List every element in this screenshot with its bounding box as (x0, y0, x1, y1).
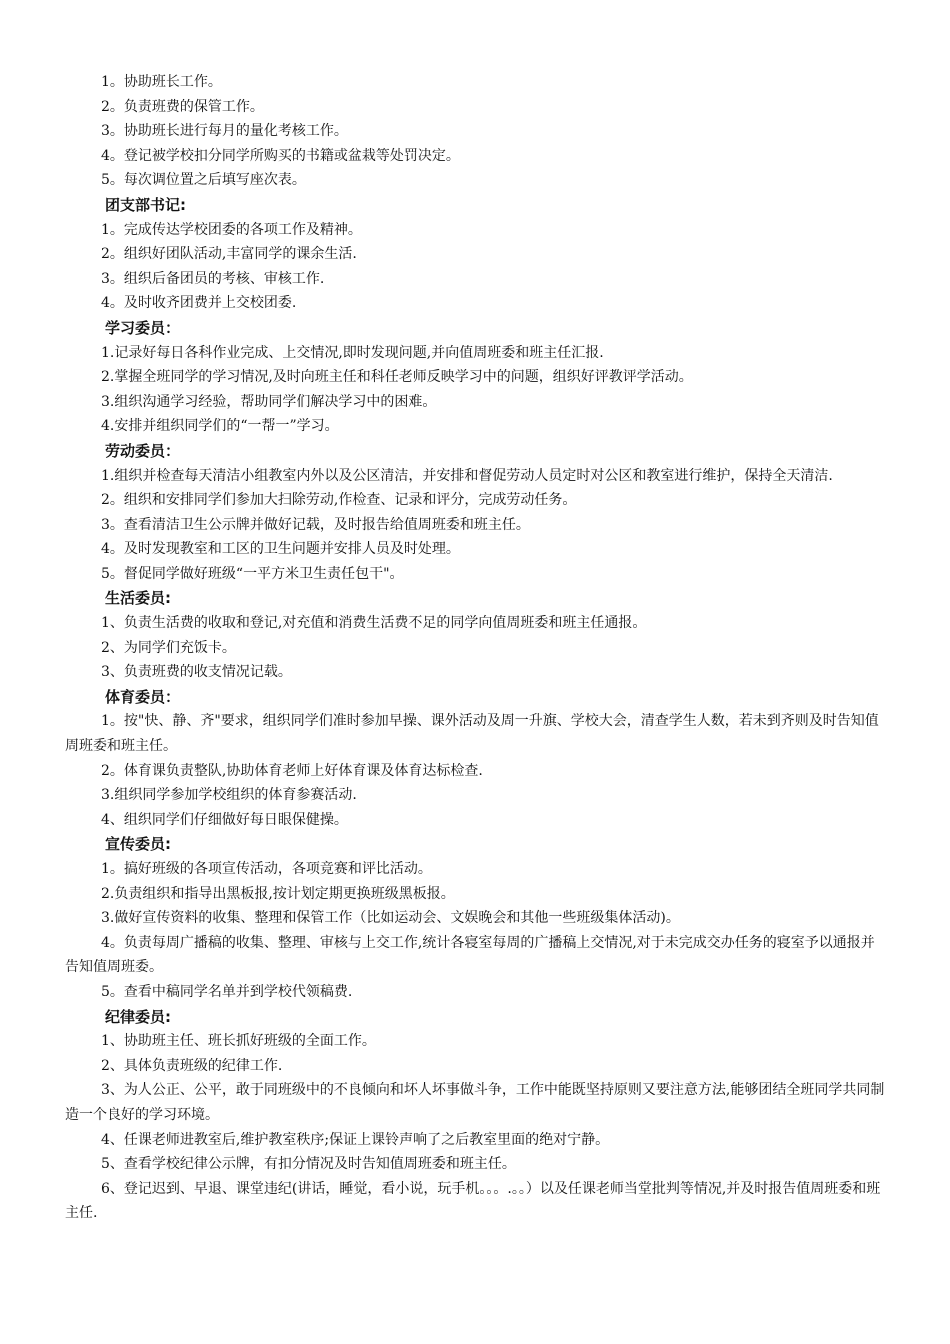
list-item: 2。负责班费的保管工作。 (101, 98, 264, 115)
list-item: 2.掌握全班同学的学习情况,及时向班主任和科任老师反映学习中的问题，组织好评教评学活动。 (101, 369, 693, 386)
list-item: 2、具体负责班级的纪律工作. (101, 1057, 283, 1074)
section-life-committee (65, 586, 885, 684)
list-item: 4、任课老师进教室后,维护教室秩序;保证上课铃声响了之后教室里面的绝对宁静。 (101, 1131, 610, 1148)
list-item: 2。组织和安排同学们参加大扫除劳动,作检查、记录和评分，完成劳动任务。 (101, 492, 577, 509)
section-heading: 宣传委员: (105, 835, 171, 854)
list-item: 1.记录好每日各科作业完成、上交情况,即时发现问题,并向值周班委和班主任汇报. (101, 344, 604, 361)
list-item: 5。每次调位置之后填写座次表。 (101, 172, 306, 189)
list-item: 2。组织好团队活动,丰富同学的课余生活. (101, 246, 357, 263)
list-item: 4.安排并组织同学们的“一帮一”学习。 (101, 418, 339, 435)
list-item: 4。及时收齐团费并上交校团委. (101, 295, 297, 312)
section-study-committee (65, 316, 885, 439)
section-heading: 纪律委员: (105, 1007, 171, 1026)
list-item: 3、为人公正、公平，敢于同班级中的不良倾向和坏人坏事做斗争，工作中能既坚持原则又要注意方法,能够团结全班同学共同制造一个良好的学习环境。 (65, 1082, 885, 1123)
section-sports-committee (65, 685, 885, 833)
list-item: 3.组织同学参加学校组织的体育参赛活动. (101, 787, 357, 804)
section-labor-committee (65, 439, 885, 587)
document-page (65, 70, 885, 1226)
list-item: 4。登记被学校扣分同学所购买的书籍或盆栽等处罚决定。 (101, 147, 460, 164)
list-item: 2、为同学们充饭卡。 (101, 639, 236, 656)
section-heading: 劳动委员： (105, 441, 181, 460)
section-discipline-committee (65, 1005, 885, 1226)
list-item: 1。搞好班级的各项宣传活动，各项竞赛和评比活动。 (101, 861, 432, 877)
list-item: 3。查看清洁卫生公示牌并做好记载，及时报告给值周班委和班主任。 (101, 516, 530, 533)
list-item: 3。协助班长进行每月的量化考核工作。 (101, 123, 348, 140)
list-item: 1。按"快、静、齐"要求，组织同学们准时参加早操、课外活动及周一升旗、学校大会，清查学生人数，若未到齐则及时告知值周班委和班主任。 (65, 713, 879, 755)
section-league-secretary (65, 193, 885, 316)
list-item: 3.做好宣传资料的收集、整理和保管工作（比如运动会、文娱晚会和其他一些班级集体活动)。 (101, 910, 680, 927)
section-heading: 体育委员： (105, 687, 181, 706)
list-item: 5。查看中稿同学名单并到学校代领稿费. (101, 983, 353, 1000)
list-item: 5、查看学校纪律公示牌，有扣分情况及时告知值周班委和班主任。 (101, 1156, 516, 1173)
list-item: 6、登记迟到、早退、课堂违纪(讲话，睡觉，看小说，玩手机。。。.。。）以及任课老师当堂批判等情况,并及时报告值周班委和班主任. (65, 1180, 881, 1222)
list-item: 3。组织后备团员的考核、审核工作. (101, 270, 325, 287)
section-heading: 学习委员： (105, 318, 181, 337)
list-item: 1.组织并检查每天清洁小组教室内外以及公区清洁，并安排和督促劳动人员定时对公区和教室进行维护，保持全天清洁. (101, 467, 833, 484)
list-item: 3、负责班费的收支情况记载。 (101, 664, 292, 681)
section-heading: 团支部书记: (105, 195, 186, 214)
list-item: 1、协助班主任、班长抓好班级的全面工作。 (101, 1033, 376, 1050)
list-item: 1。协助班长工作。 (101, 74, 222, 90)
section-heading: 生活委员: (105, 589, 171, 608)
list-item: 4、组织同学们仔细做好每日眼保健操。 (101, 811, 348, 828)
list-item: 1。完成传达学校团委的各项工作及精神。 (101, 221, 362, 238)
section-publicity-committee (65, 832, 885, 1004)
intro-list (65, 70, 885, 193)
list-item: 4。及时发现教室和工区的卫生问题并安排人员及时处理。 (101, 541, 460, 558)
list-item: 2。体育课负责整队,协助体育老师上好体育课及体育达标检查. (101, 762, 483, 779)
list-item: 4。负责每周广播稿的收集、整理、审核与上交工作,统计各寝室每周的广播稿上交情况,对于未完成交办任务的寝室予以通报并告知值周班委。 (65, 934, 875, 976)
list-item: 3.组织沟通学习经验，帮助同学们解决学习中的困难。 (101, 393, 437, 410)
list-item: 1、负责生活费的收取和登记,对充值和消费生活费不足的同学向值周班委和班主任通报。 (101, 615, 647, 632)
list-item: 5。督促同学做好班级“一平方米卫生责任包干"。 (101, 565, 404, 582)
list-item: 2.负责组织和指导出黑板报,按计划定期更换班级黑板报。 (101, 885, 455, 902)
